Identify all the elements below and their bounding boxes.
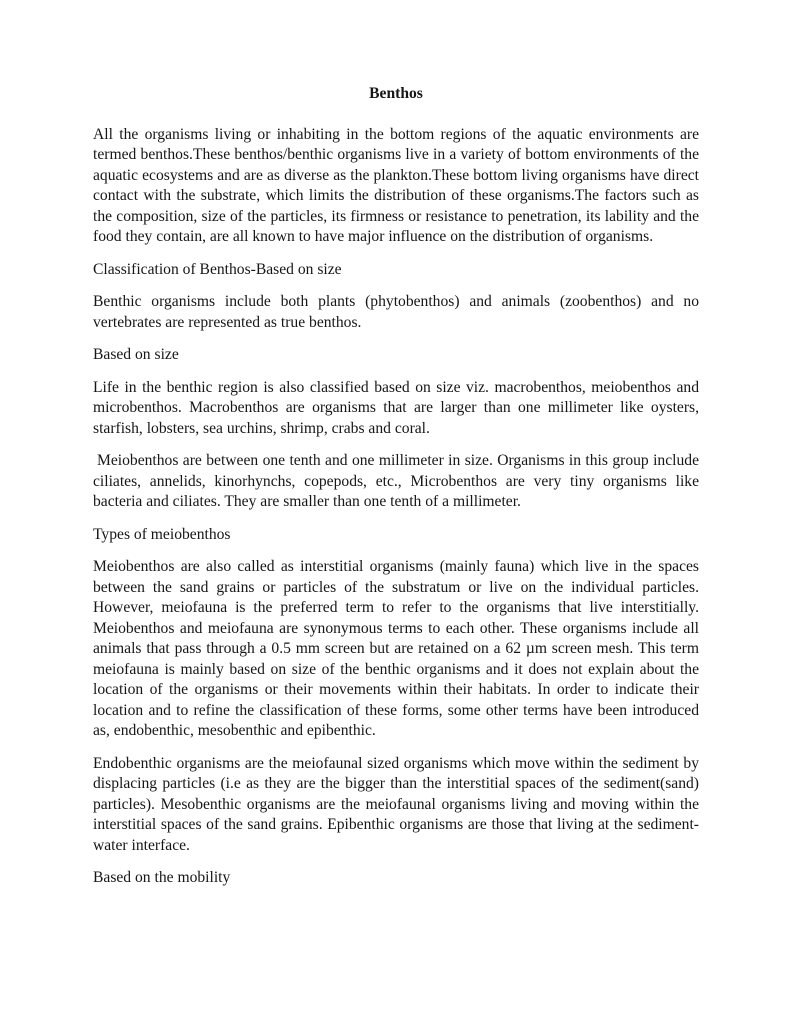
paragraph-benthic-organisms: Benthic organisms include both plants (phytobenthos) and animals (zoobenthos) and no vertebrates are represented as true benthos. xyxy=(93,293,699,331)
heading-classification-of-benthos: Classification of Benthos-Based on size xyxy=(93,260,342,278)
paragraph-size-classes: Life in the benthic region is also classified based on size viz. macrobenthos, meiobenthos and microbenthos. Macrobenthos are organisms that are larger than one millimeter like oysters, starfish, lobsters, sea urchins, shrimp, crabs and coral. xyxy=(93,378,699,437)
heading-based-on-the-mobility: Based on the mobility xyxy=(93,869,231,886)
document-title: Benthos xyxy=(369,85,423,102)
paragraph-meiobenthos-microbenthos: Meiobenthos are between one tenth and one millimeter in size. Organisms in this group include ciliates, annelids, kinorhynchs, copepods, etc., Microbenthos are very tiny organisms like bacteria and ciliates. They are smaller than one tenth of a millimeter. xyxy=(93,452,699,510)
paragraph-benthos-intro: All the organisms living or inhabiting in the bottom regions of the aquatic environments are termed benthos.These benthos/benthic organisms live in a variety of bottom environments of the aquatic ecosystems and are as diverse as the plankton.These bottom living organisms have direct contact with the substrate, which limits the distribution of these organisms.The factors such as the composition, size of the particles, its firmness or resistance to penetration, its lability and the food they contain, are all known to have major influence on the distribution of organisms. xyxy=(93,125,699,245)
document-content xyxy=(93,84,699,901)
heading-based-on-size: Based on size xyxy=(93,346,179,363)
paragraph-interstitial-organisms: Meiobenthos are also called as interstitial organisms (mainly fauna) which live in the spaces between the sand grains or particles of the substratum or live on the individual particles. However, meiofauna is the preferred term to refer to the organisms that live interstitially. Meiobenthos and meiofauna are synonymous terms to each other. These organisms include all animals that pass through a 0.5 mm screen but are retained on a 62 µm screen mesh. This term meiofauna is mainly based on size of the benthic organisms and it does not explain about the location of the organisms or their movements within their habitats. In order to indicate their location and to refine the classification of these forms, some other terms have been introduced as, endobenthic, mesobenthic and epibenthic. xyxy=(93,558,699,739)
heading-types-of-meiobenthos: Types of meiobenthos xyxy=(93,525,231,543)
paragraph-endo-meso-epibenthic: Endobenthic organisms are the meiofaunal sized organisms which move within the sediment by displacing particles (i.e as they are the bigger than the interstitial spaces of the sediment(sand) particles). Mesobenthic organisms are the meiofaunal organisms living and moving within the interstitial spaces of the sand grains. Epibenthic organisms are those that living at the sediment-water interface. xyxy=(93,754,699,854)
